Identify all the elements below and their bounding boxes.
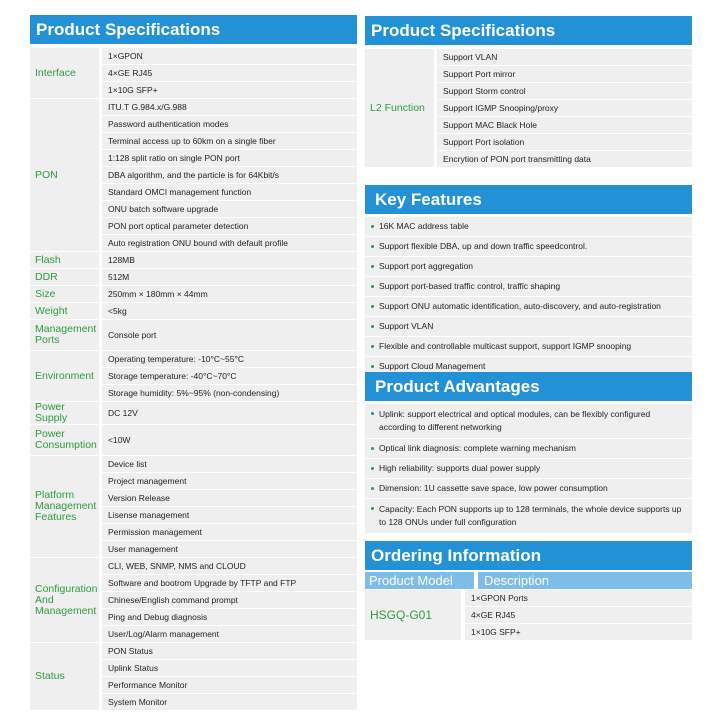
feature-item: Support VLAN <box>365 317 692 336</box>
spec-label: Flash <box>30 252 102 268</box>
spec-row <box>30 351 357 367</box>
advantages-title: Product Advantages <box>365 372 692 401</box>
spec-value: Terminal access up to 60km on a single fiber <box>102 133 357 149</box>
ordering-panel <box>365 541 692 641</box>
spec-value: Support VLAN <box>437 49 692 65</box>
key-features-panel <box>365 185 692 377</box>
spec-value: CLI, WEB, SNMP, NMS and CLOUD <box>102 558 357 574</box>
spec-value: Support IGMP Snooping/proxy <box>437 100 692 116</box>
spec-label: L2 Function <box>365 49 437 167</box>
spec-row <box>30 456 357 472</box>
spec-value: Chinese/English command prompt <box>102 592 357 608</box>
spec-value: PON Status <box>102 643 357 659</box>
spec-value: Storage temperature: -40°C~70°C <box>102 368 357 384</box>
spec-value: PON port optical parameter detection <box>102 218 357 234</box>
spec-label: Weight <box>30 303 102 319</box>
spec-value: 512M <box>102 269 357 285</box>
spec-value: Performance Monitor <box>102 677 357 693</box>
description-value: 1×10G SFP+ <box>465 624 692 640</box>
spec-value: Standard OMCI management function <box>102 184 357 200</box>
spec-value: Device list <box>102 456 357 472</box>
key-features-list <box>365 217 692 376</box>
spec-row <box>30 303 357 319</box>
feature-item: Flexible and controllable multicast support, support IGMP snooping <box>365 337 692 356</box>
spec-row <box>30 320 357 350</box>
spec-row <box>30 269 357 285</box>
product-model: HSGQ-G01 <box>365 590 465 640</box>
feature-item: Support ONU automatic identification, auto-discovery, and auto-registration <box>365 297 692 316</box>
key-features-title: Key Features <box>365 185 692 214</box>
spec-value: Console port <box>102 320 357 350</box>
spec-value: Encrytion of PON port transmitting data <box>437 151 692 167</box>
ordering-header-row <box>365 572 692 589</box>
advantage-item: High reliability: supports dual power supply <box>365 459 692 478</box>
spec-value: User/Log/Alarm management <box>102 626 357 642</box>
spec-value: Software and bootrom Upgrade by TFTP and FTP <box>102 575 357 591</box>
spec-row <box>365 49 692 65</box>
spec-value: 128MB <box>102 252 357 268</box>
spec-value: Storage humidity: 5%~95% (non-condensing) <box>102 385 357 401</box>
spec-value: ONU batch software upgrade <box>102 201 357 217</box>
spec-row <box>30 402 357 424</box>
spec-value: 250mm × 180mm × 44mm <box>102 286 357 302</box>
spec-label: Size <box>30 286 102 302</box>
spec-label: Platform Management Features <box>30 456 102 557</box>
description-value: 1×GPON Ports <box>465 590 692 606</box>
spec-value: DC 12V <box>102 402 357 424</box>
spec-row <box>30 99 357 115</box>
right-spec-panel <box>365 16 692 168</box>
spec-value: Ping and Debug diagnosis <box>102 609 357 625</box>
spec-value: User management <box>102 541 357 557</box>
spec-value: Auto registration ONU bound with default profile <box>102 235 357 251</box>
col-product-model: Product Model <box>365 572 478 589</box>
spec-value: 1×GPON <box>102 48 357 64</box>
feature-item: Support flexible DBA, up and down traffic speedcontrol. <box>365 237 692 256</box>
spec-value: Operating temperature: -10°C~55°C <box>102 351 357 367</box>
ordering-table <box>365 589 692 641</box>
advantage-item: Dimension: 1U cassette save space, low power consumption <box>365 479 692 498</box>
advantages-panel <box>365 372 692 534</box>
ordering-row <box>365 590 692 606</box>
right-spec-table <box>365 48 692 168</box>
spec-value: Version Release <box>102 490 357 506</box>
spec-label: Management Ports <box>30 320 102 350</box>
spec-value: Support Port mirror <box>437 66 692 82</box>
spec-value: ITU.T G.984.x/G.988 <box>102 99 357 115</box>
spec-value: Project management <box>102 473 357 489</box>
spec-value: 4×GE RJ45 <box>102 65 357 81</box>
spec-value: <5kg <box>102 303 357 319</box>
feature-item: Support port aggregation <box>365 257 692 276</box>
advantage-item: Uplink: support electrical and optical modules, can be flexibly configured according to different networking <box>365 404 692 438</box>
advantages-list <box>365 404 692 533</box>
spec-row <box>30 425 357 455</box>
spec-value: Support MAC Black Hole <box>437 117 692 133</box>
spec-row <box>30 48 357 64</box>
feature-item: Support port-based traffic control, traffic shaping <box>365 277 692 296</box>
spec-value: Support Port isolation <box>437 134 692 150</box>
left-spec-panel <box>30 15 357 711</box>
spec-value: Uplink Status <box>102 660 357 676</box>
left-spec-table <box>30 47 357 711</box>
description-value: 4×GE RJ45 <box>465 607 692 623</box>
spec-row <box>30 286 357 302</box>
spec-value: 1×10G SFP+ <box>102 82 357 98</box>
spec-value: DBA algorithm, and the particle is for 64Kbit/s <box>102 167 357 183</box>
col-description: Description <box>484 573 550 588</box>
spec-value: <10W <box>102 425 357 455</box>
spec-value: System Monitor <box>102 694 357 710</box>
spec-label: Configuration And Management <box>30 558 102 642</box>
spec-label: Power Supply <box>30 402 102 424</box>
spec-value: Password authentication modes <box>102 116 357 132</box>
spec-label: Power Consumption <box>30 425 102 455</box>
spec-row <box>30 643 357 659</box>
left-spec-title: Product Specifications <box>30 15 357 44</box>
advantage-item: Capacity: Each PON supports up to 128 terminals, the whole device supports up to 128 ONUs under full configuration <box>365 499 692 533</box>
ordering-title: Ordering Information <box>365 541 692 570</box>
spec-row <box>30 558 357 574</box>
right-spec-title: Product Specifications <box>365 16 692 45</box>
spec-row <box>30 252 357 268</box>
spec-label: Interface <box>30 48 102 98</box>
feature-item: 16K MAC address table <box>365 217 692 236</box>
spec-value: Permission management <box>102 524 357 540</box>
spec-label: DDR <box>30 269 102 285</box>
advantage-item: Optical link diagnosis: complete warning mechanism <box>365 439 692 458</box>
spec-label: Environment <box>30 351 102 401</box>
spec-value: Lisense management <box>102 507 357 523</box>
feature-item: Support Cloud Management <box>365 357 692 376</box>
spec-label: PON <box>30 99 102 251</box>
spec-value: 1:128 split ratio on single PON port <box>102 150 357 166</box>
spec-label: Status <box>30 643 102 710</box>
spec-value: Support Storm control <box>437 83 692 99</box>
